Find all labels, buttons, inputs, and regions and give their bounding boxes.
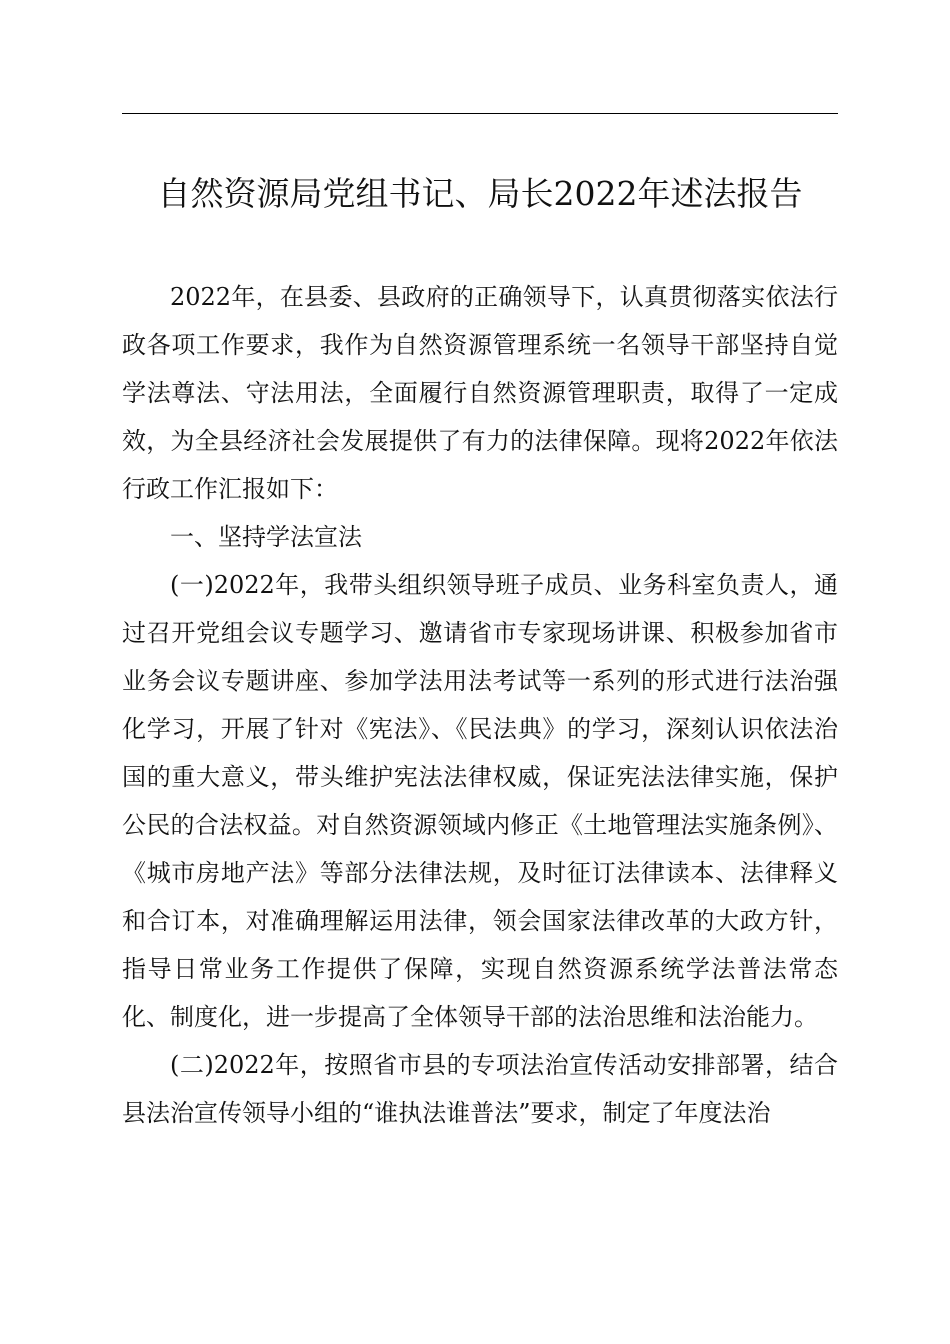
body-paragraph-1: (一)2022年，我带头组织领导班子成员、业务科室负责人，通过召开党组会议专题学习、邀请省市专家现场讲课、积极参加省市业务会议专题讲座、参加学法用法考试等一系列的形式进行法治强化学习，开展了针对《宪法》、《民法典》的学习，深刻认识依法治国的重大意义，带头维护宪法法律权威，保证宪法法律实施，保护公民的合法权益。对自然资源领域内修正《土地管理法实施条例》、《城市房地产法》等部分法律法规，及时征订法律读本、法律释义和合订本，对准确理解运用法律，领会国家法律改革的大政方针，指导日常业务工作提供了保障，实现自然资源系统学法普法常态化、制度化，进一步提高了全体领导干部的法治思维和法治能力。 bbox=[122, 571, 838, 1031]
header-rule bbox=[122, 113, 838, 114]
body-paragraph-2: (二)2022年，按照省市县的专项法治宣传活动安排部署，结合县法治宣传领导小组的“谁执法谁普法”要求，制定了年度法治 bbox=[122, 1051, 838, 1127]
document-body bbox=[122, 273, 838, 1137]
intro-paragraph: 2022年，在县委、县政府的正确领导下，认真贯彻落实依法行政各项工作要求，我作为自然资源管理系统一名领导干部坚持自觉学法尊法、守法用法，全面履行自然资源管理职责，取得了一定成效，为全县经济社会发展提供了有力的法律保障。现将2022年依法行政工作汇报如下： bbox=[122, 283, 838, 503]
document-title: 自然资源局党组书记、局长2022年述法报告 bbox=[157, 174, 803, 213]
section-heading-1: 一、坚持学法宣法 bbox=[170, 523, 362, 551]
